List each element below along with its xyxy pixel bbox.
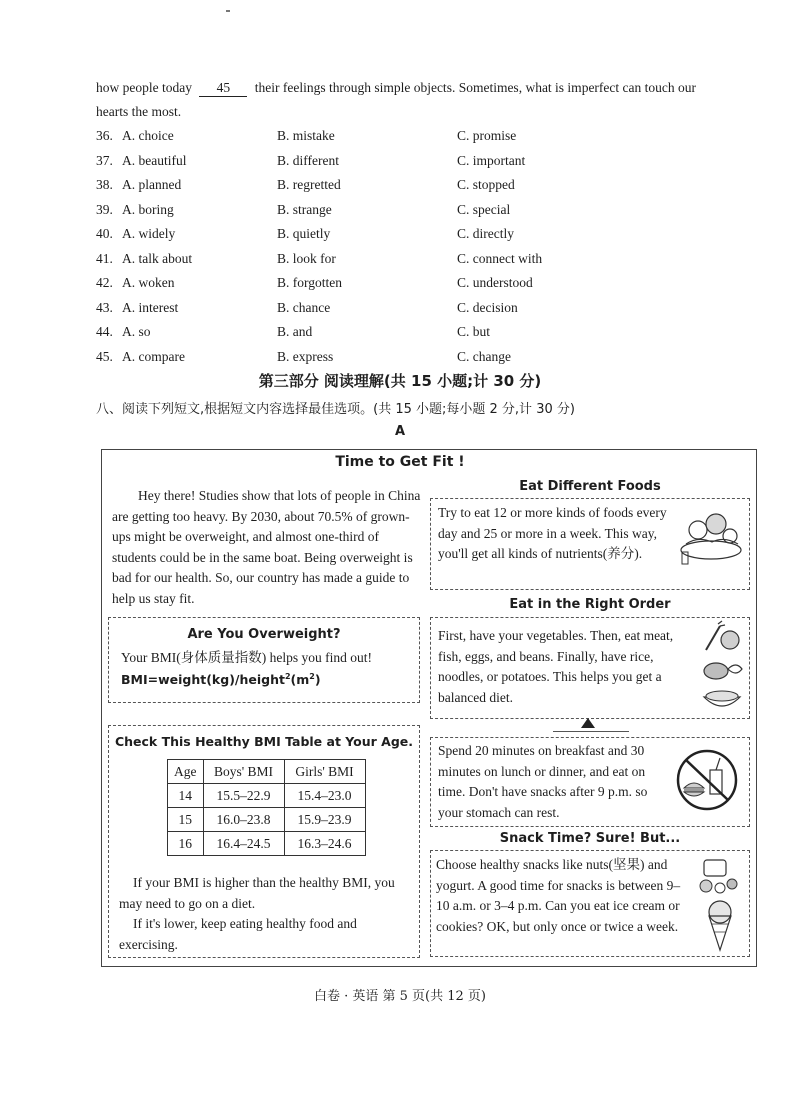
option-c: C. connect with xyxy=(457,250,543,266)
table-header-row xyxy=(168,760,366,784)
table-header: Age xyxy=(168,760,204,784)
table-cell: 15 xyxy=(168,808,204,832)
option-a: A. planned xyxy=(122,177,182,192)
question-row xyxy=(96,320,768,345)
option-a: A. talk about xyxy=(122,250,193,266)
option-b: B. look for xyxy=(277,250,336,266)
no-junk-food-icon xyxy=(672,748,742,812)
snacks-icon xyxy=(694,856,740,896)
option-b: B. chance xyxy=(277,299,331,315)
snack-title: Snack Time? Sure! But... xyxy=(499,831,681,846)
question-number: 44. xyxy=(96,324,113,339)
option-c: C. change xyxy=(457,348,511,364)
bmi-formula xyxy=(121,672,321,687)
table-row xyxy=(168,784,366,808)
formula-part: (m xyxy=(290,672,310,688)
question-row xyxy=(96,271,768,296)
option-c: C. important xyxy=(457,152,526,168)
table-cell: 16.4–24.5 xyxy=(203,832,284,856)
option-c: C. stopped xyxy=(457,177,515,192)
question-number: 40. xyxy=(96,226,113,241)
question-row xyxy=(96,222,768,247)
question-number: 45. xyxy=(96,348,113,364)
option-c: C. understood xyxy=(457,275,533,290)
right-order-text: First, have your vegetables. Then, eat meat, fish, eggs, and beans. Finally, have rice, noodles, or potatoes. This helps you get a balanced diet. xyxy=(438,628,674,705)
overweight-text: Your BMI(身体质量指数) helps you find out! xyxy=(121,650,373,665)
option-b: B. different xyxy=(277,152,339,168)
timing-text: Spend 20 minutes on breakfast and 30 minutes on lunch or dinner, and eat on time. Don't have snacks after 9 p.m. so your stomach can rest. xyxy=(438,743,648,820)
formula-exponent: 2 xyxy=(284,672,291,681)
section-instruction: 八、阅读下列短文,根据短文内容选择最佳选项。(共 15 小题;每小题 2 分,计 30 分) xyxy=(96,402,575,417)
question-row xyxy=(96,345,768,370)
rice-bowl-icon xyxy=(700,685,744,715)
table-cell: 16.0–23.8 xyxy=(203,808,284,832)
meat-fish-icon xyxy=(700,655,744,683)
table-row xyxy=(168,832,366,856)
option-a: A. widely xyxy=(122,226,176,241)
table-cell: 15.9–23.9 xyxy=(284,808,365,832)
question-number: 41. xyxy=(96,250,113,266)
option-c: C. special xyxy=(457,201,511,217)
snack-text: Choose healthy snacks like nuts(坚果) and yogurt. A good time for snacks is between 9–10 a.m. or 3–4 p.m. Can you eat ice cream or cookies? OK, but only once or twice a week. xyxy=(436,857,681,934)
table-cell: 16 xyxy=(168,832,204,856)
question-options xyxy=(96,124,768,369)
option-b: B. strange xyxy=(277,201,332,217)
question-number: 36. xyxy=(96,128,113,143)
question-row xyxy=(96,296,768,321)
poster-intro: Hey there! Studies show that lots of people in China are getting too heavy. By 2030, about 70.5% of grown-ups might be overweight, and almost one-third of students could be in the same boat. Being overweight is bad for our health. So, our country has made a guide to help us stay fit. xyxy=(112,488,421,606)
question-number: 42. xyxy=(96,275,113,290)
table-header: Boys' BMI xyxy=(203,760,284,784)
eat-different-title: Eat Different Foods xyxy=(519,479,661,494)
passage-label: A xyxy=(394,424,406,439)
bmi-note-1: If your BMI is higher than the healthy BMI, you may need to go on a diet. xyxy=(119,875,395,911)
question-row xyxy=(96,198,768,223)
table-row xyxy=(168,808,366,832)
vegetables-icon xyxy=(700,620,744,654)
option-a: A. boring xyxy=(122,201,174,217)
food-pile-icon xyxy=(678,506,744,566)
option-b: B. quietly xyxy=(277,226,331,241)
question-row xyxy=(96,149,768,174)
overweight-title: Are You Overweight? xyxy=(187,627,341,642)
arrow-up-icon xyxy=(581,718,595,728)
intro-text-1: how people today xyxy=(96,80,192,95)
question-number: 37. xyxy=(96,152,113,168)
bmi-note-2: If it's lower, keep eating healthy food and exercising. xyxy=(119,916,357,952)
divider xyxy=(553,731,629,732)
option-b: B. regretted xyxy=(277,177,341,192)
intro-text-2: their feelings through simple objects. Sometimes, what is imperfect can touch our xyxy=(254,80,697,95)
scan-mark xyxy=(226,10,230,12)
option-a: A. woken xyxy=(122,275,175,290)
question-row xyxy=(96,247,768,272)
question-number: 38. xyxy=(96,177,113,192)
table-header: Girls' BMI xyxy=(284,760,365,784)
option-c: C. decision xyxy=(457,299,518,315)
option-c: C. directly xyxy=(457,226,514,241)
cloze-intro xyxy=(96,76,768,124)
question-number: 39. xyxy=(96,201,113,217)
formula-part: BMI=weight(kg)/height xyxy=(121,672,285,688)
option-b: B. express xyxy=(277,348,334,364)
option-a: A. interest xyxy=(122,299,179,315)
table-cell: 16.3–24.6 xyxy=(284,832,365,856)
option-a: A. choice xyxy=(122,128,174,143)
table-cell: 15.4–23.0 xyxy=(284,784,365,808)
formula-part: ) xyxy=(314,672,321,688)
option-c: C. promise xyxy=(457,128,517,143)
bmi-table xyxy=(167,759,366,856)
option-b: B. and xyxy=(277,324,313,339)
table-cell: 14 xyxy=(168,784,204,808)
option-a: A. compare xyxy=(122,348,185,364)
question-row xyxy=(96,173,768,198)
question-number: 43. xyxy=(96,299,113,315)
blank-45: 45 xyxy=(199,80,247,97)
poster-title: Time to Get Fit ! xyxy=(335,454,465,470)
page-footer: 白卷 · 英语 第 5 页(共 12 页) xyxy=(313,989,486,1004)
option-b: B. mistake xyxy=(277,128,335,143)
option-a: A. so xyxy=(122,324,151,339)
right-order-title: Eat in the Right Order xyxy=(509,597,671,612)
eat-different-text: Try to eat 12 or more kinds of foods every day and 25 or more in a week. This way, you'll get all kinds of nutrients(养分). xyxy=(438,505,667,561)
option-b: B. forgotten xyxy=(277,275,342,290)
bmi-table-title: Check This Healthy BMI Table at Your Age. xyxy=(114,734,414,749)
section-title: 第三部分 阅读理解(共 15 小题;计 30 分) xyxy=(258,372,542,390)
option-a: A. beautiful xyxy=(122,152,187,168)
question-row xyxy=(96,124,768,149)
table-cell: 15.5–22.9 xyxy=(203,784,284,808)
intro-text-3: hearts the most. xyxy=(96,104,182,119)
option-c: C. but xyxy=(457,324,491,339)
formula-exponent: 2 xyxy=(309,672,315,681)
ice-cream-icon xyxy=(700,898,740,952)
